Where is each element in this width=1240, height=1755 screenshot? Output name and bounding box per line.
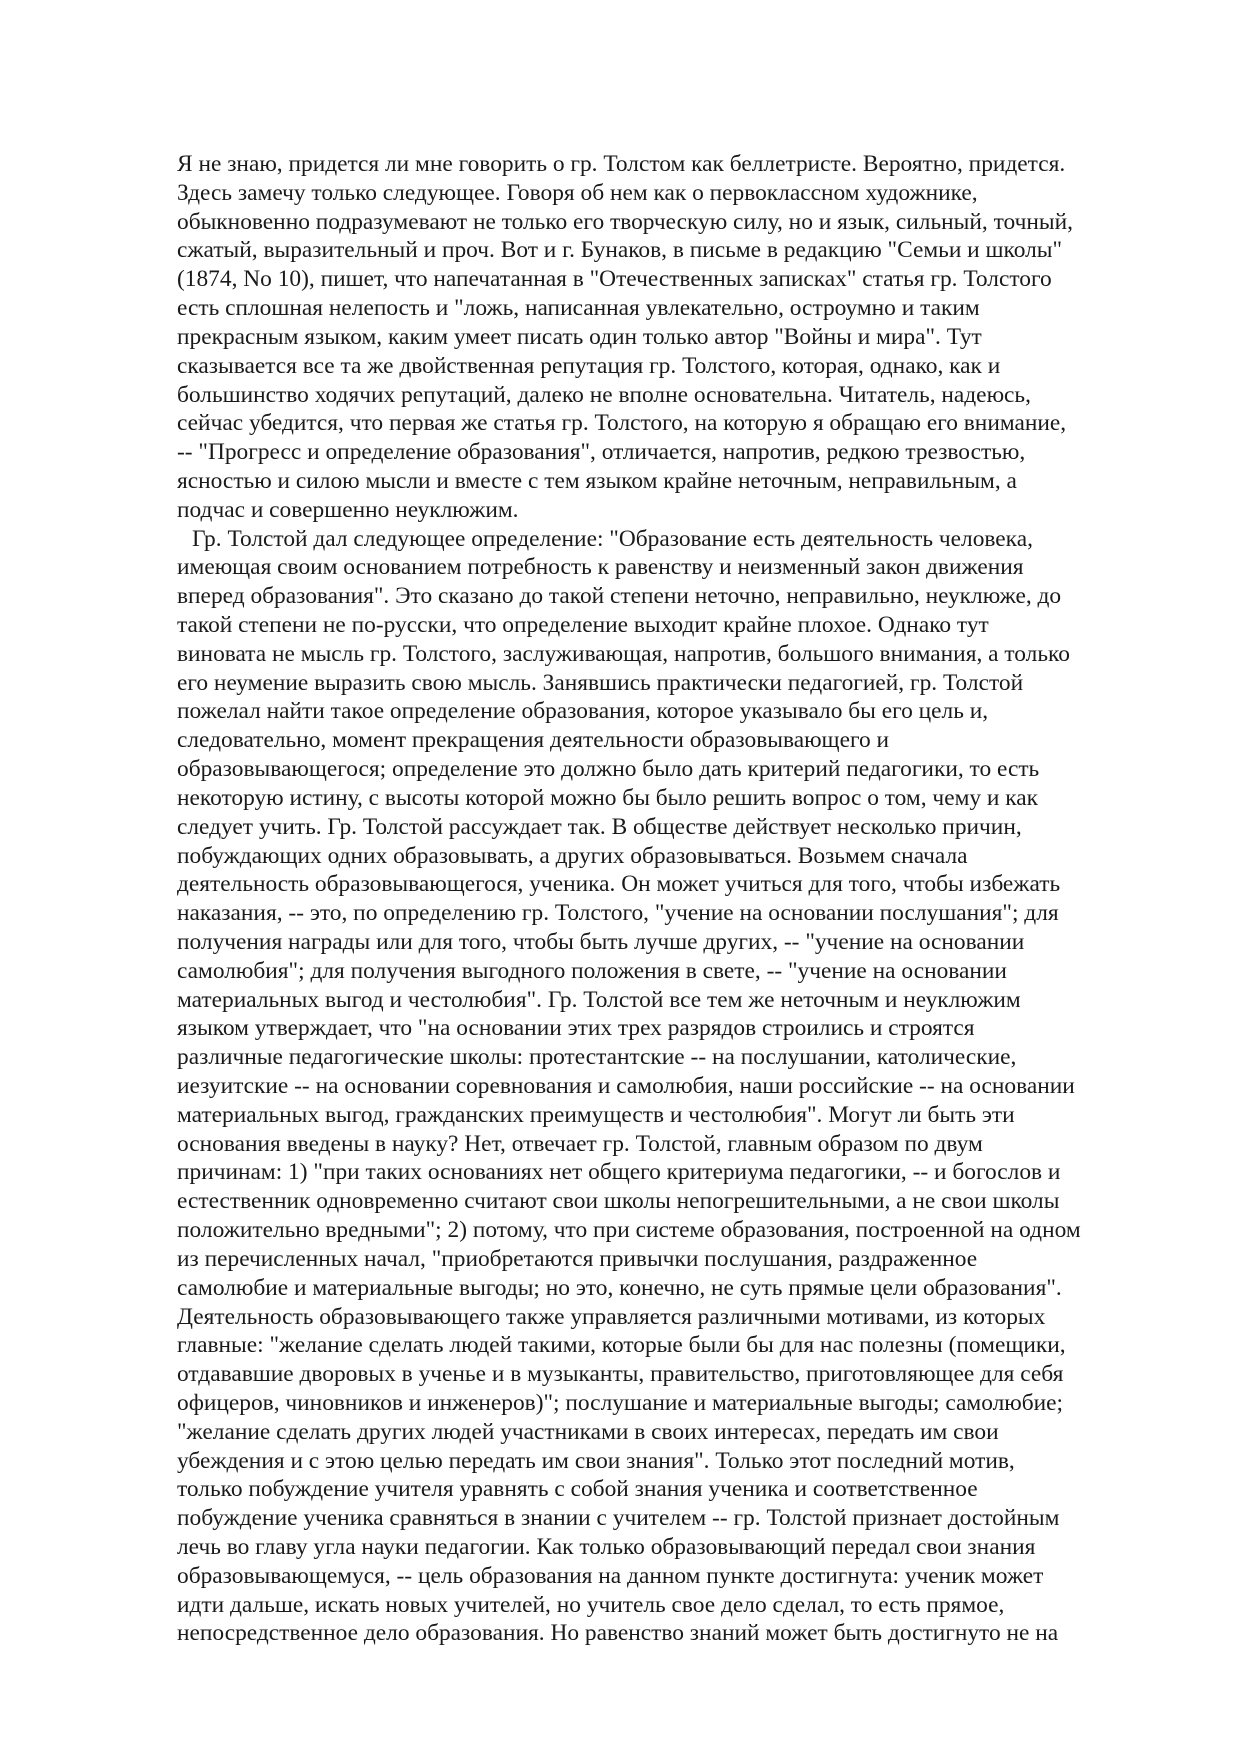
text-line: ясностью и силою мысли и вместе с тем языком крайне неточным, неправильным, а <box>177 467 1017 494</box>
text-line: образовывающегося; определение это должно было дать критерий педагогики, то есть <box>177 756 1040 783</box>
text-line: сказывается все та же двойственная репутация гр. Толстого, которая, однако, как и <box>177 352 1001 379</box>
text-line: виновата не мысль гр. Толстого, заслуживающая, напротив, большого внимания, а только <box>177 640 1070 667</box>
text-line: Я не знаю, придется ли мне говорить о гр. Толстом как беллетристе. Вероятно, придется. <box>177 151 1066 177</box>
text-line: различные педагогические школы: протестантские -- на послушании, католические, <box>177 1044 1017 1071</box>
text-line: образовывающемуся, -- цель образования на данном пункте достигнута: ученик может <box>177 1562 1044 1589</box>
text-line: сейчас убедится, что первая же статья гр. Толстого, на которую я обращаю его внимание, <box>177 410 1067 437</box>
text-line: (1874, No 10), пишет, что напечатанная в "Отечественных записках" статья гр. Толстого <box>177 266 1052 293</box>
text-line: побуждение ученика сравняться в знании с учителем -- гр. Толстой признает достойным <box>177 1505 1060 1532</box>
text-line: основания введены в науку? Нет, отвечает гр. Толстой, главным образом по двум <box>177 1130 983 1157</box>
text-line: следует учить. Гр. Толстой рассуждает так. В обществе действует несколько причин, <box>177 813 1022 840</box>
text-line: деятельность образовывающегося, ученика. Он может учиться для того, чтобы избежать <box>177 871 1061 898</box>
text-line: причинам: 1) "при таких основаниях нет общего критериума педагогики, -- и богослов и <box>177 1159 1061 1186</box>
body-text <box>177 150 1177 1648</box>
text-line: -- "Прогресс и определение образования", отличается, напротив, редкою трезвостью, <box>177 439 1026 466</box>
text-line: его неумение выразить свою мысль. Занявшись практически педагогией, гр. Толстой <box>177 669 1024 696</box>
text-line: убеждения и с этою целью передать им свои знания". Только этот последний мотив, <box>177 1447 1015 1474</box>
text-line: сжатый, выразительный и проч. Вот и г. Бунаков, в письме в редакцию "Семьи и школы" <box>177 237 1063 264</box>
text-line: из перечисленных начал, "приобретаются привычки послушания, раздраженное <box>177 1245 978 1272</box>
text-line: офицеров, чиновников и инженеров)"; послушание и материальные выгоды; самолюбие; <box>177 1389 1064 1416</box>
paragraph-1 <box>177 150 1177 525</box>
text-line: лечь во главу угла науки педагогии. Как только образовывающий передал свои знания <box>177 1534 1036 1560</box>
text-line: пожелал найти такое определение образования, которое указывало бы его цель и, <box>177 698 989 725</box>
text-line: подчас и совершенно неуклюжим. <box>177 496 519 523</box>
text-line: некоторую истину, с высоты которой можно бы было решить вопрос о том, чему и как <box>177 784 1039 811</box>
text-line: отдававшие дворовых в ученье и в музыканты, правительство, приготовляющее для себя <box>177 1361 1064 1388</box>
text-line: непосредственное дело образования. Но равенство знаний может быть достигнуто не на <box>177 1620 1059 1647</box>
text-line: материальных выгод, гражданских преимуществ и честолюбия". Могут ли быть эти <box>177 1101 1015 1128</box>
text-line: есть сплошная нелепость и "ложь, написанная увлекательно, остроумно и таким <box>177 295 980 322</box>
text-line: Гр. Толстой дал следующее определение: "Образование есть деятельность человека, <box>192 525 1033 552</box>
text-line: естественник одновременно считают свои школы непогрешительными, а не свои школы <box>177 1188 1060 1215</box>
text-line: идти дальше, искать новых учителей, но учитель свое дело сделал, то есть прямое, <box>177 1591 1005 1618</box>
text-line: положительно вредными"; 2) потому, что при системе образования, построенной на одном <box>177 1217 1081 1244</box>
text-line: Здесь замечу только следующее. Говоря об нем как о первоклассном художнике, <box>177 179 978 206</box>
text-line: получения награды или для того, чтобы быть лучше других, -- "учение на основании <box>177 928 1025 955</box>
text-line: большинство ходячих репутаций, далеко не вполне основательна. Читатель, надеюсь, <box>177 381 1031 408</box>
text-line: вперед образования". Это сказано до такой степени неточно, неправильно, неуклюже, до <box>177 583 1062 610</box>
text-line: прекрасным языком, каким умеет писать один только автор "Войны и мира". Тут <box>177 323 982 350</box>
text-line: такой степени не по-русски, что определение выходит крайне плохое. Однако тут <box>177 612 989 638</box>
text-line: имеющая своим основанием потребность к равенству и неизменный закон движения <box>177 554 1024 581</box>
text-line: материальных выгод и честолюбия". Гр. Толстой все тем же неточным и неуклюжим <box>177 986 1021 1013</box>
text-line: Деятельность образовывающего также управляется различными мотивами, из которых <box>177 1303 1046 1330</box>
text-line: "желание сделать других людей участниками в своих интересах, передать им свои <box>177 1418 999 1445</box>
text-line: самолюбия"; для получения выгодного положения в свете, -- "учение на основании <box>177 957 1007 984</box>
text-line: иезуитские -- на основании соревнования и самолюбия, наши российские -- на основании <box>177 1073 1075 1099</box>
paragraph-2 <box>177 525 1177 1649</box>
text-line: только побуждение учителя уравнять с собой знания ученика и соответственное <box>177 1476 978 1503</box>
text-line: языком утверждает, что "на основании этих трех разрядов строились и строятся <box>177 1015 975 1042</box>
text-line: наказания, -- это, по определению гр. Толстого, "учение на основании послушания"; для <box>177 900 1059 927</box>
text-line: самолюбие и материальные выгоды; но это, конечно, не суть прямые цели образования". <box>177 1274 1062 1301</box>
text-line: побуждающих одних образовывать, а других образовываться. Возьмем сначала <box>177 842 968 869</box>
text-line: следовательно, момент прекращения деятельности образовывающего и <box>177 727 890 754</box>
text-line: главные: "желание сделать людей такими, которые были бы для нас полезны (помещики, <box>177 1332 1066 1359</box>
text-line: обыкновенно подразумевают не только его творческую силу, но и язык, сильный, точный, <box>177 208 1073 235</box>
